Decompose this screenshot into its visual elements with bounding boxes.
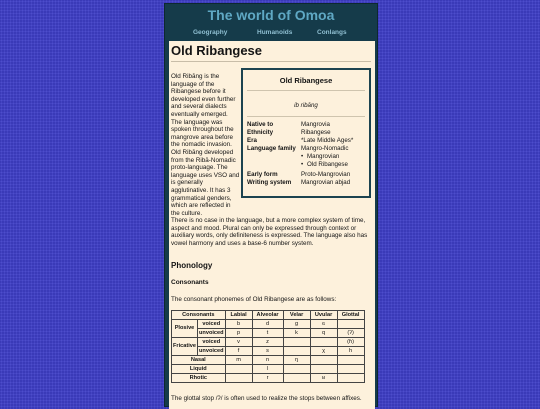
site-title[interactable]: The world of Omoa — [207, 7, 335, 23]
table-cell: l — [252, 365, 283, 374]
table-header: Velar — [283, 311, 310, 320]
table-row — [172, 374, 365, 383]
infobox-key: Early form — [247, 171, 278, 178]
table-cell — [283, 347, 310, 356]
row-label: voiced — [198, 320, 226, 329]
table-cell — [225, 365, 252, 374]
table-cell: (ɦ) — [337, 338, 364, 347]
infobox-value: *Late Middle Ages* — [301, 137, 354, 144]
table-header: Alveolar — [252, 311, 283, 320]
table-row — [172, 347, 365, 356]
table-cell — [337, 374, 364, 383]
table-cell: s — [252, 347, 283, 356]
row-label: Nasal — [172, 356, 226, 365]
table-cell: m — [225, 356, 252, 365]
language-infobox — [241, 68, 371, 198]
grammar-paragraph: There is no case in the language, but a more complex system of time, aspect and mood. Plural can only be expressed through context or auxiliary words, only definiteness is expressed. The language also has vowel harmony and uses a base-6 number system. — [171, 217, 368, 247]
row-label: unvoiced — [199, 329, 224, 336]
consonant-table — [171, 310, 365, 383]
table-cell: d — [252, 320, 283, 329]
phonology-heading: Phonology — [171, 261, 213, 270]
table-header: Consonants — [172, 311, 226, 320]
table-cell — [310, 356, 337, 365]
row-group-label: Fricative — [172, 338, 198, 356]
table-cell — [310, 338, 337, 347]
table-cell — [283, 338, 310, 347]
consonants-heading: Consonants — [171, 279, 209, 286]
table-cell: χ — [310, 347, 337, 356]
table-row — [172, 329, 365, 338]
infobox-title: Old Ribangese — [279, 76, 333, 85]
table-cell: h — [337, 347, 364, 356]
row-group-label: Plosive — [172, 320, 198, 338]
infobox-divider — [247, 116, 365, 117]
row-label: Rhotic — [172, 374, 226, 383]
table-cell: p — [225, 329, 252, 338]
table-row — [172, 320, 365, 329]
infobox-native-name: ib ribāng — [294, 102, 318, 109]
table-cell — [283, 374, 310, 383]
infobox-key: Writing system — [247, 179, 292, 186]
table-cell: t — [252, 329, 283, 338]
table-header: Glottal — [337, 311, 364, 320]
infobox-value[interactable]: Proto-Mangrovian — [301, 171, 351, 178]
infobox-key: Native to — [247, 121, 274, 128]
table-cell: v — [225, 338, 252, 347]
table-cell — [310, 365, 337, 374]
infobox-key: Language family — [247, 145, 296, 152]
table-cell: ŋ — [283, 356, 310, 365]
table-header-row — [172, 311, 365, 320]
table-cell: g — [283, 320, 310, 329]
infobox-key: Era — [247, 137, 257, 144]
table-cell: k — [283, 329, 310, 338]
consonants-intro: The consonant phonemes of Old Ribangese are as follows: — [171, 296, 337, 303]
table-header: Uvular — [310, 311, 337, 320]
main-nav — [165, 28, 377, 40]
table-cell: ʁ — [310, 374, 337, 383]
table-row — [172, 338, 365, 347]
article-content — [169, 41, 375, 409]
glottal-note: The glottal stop /ʔ/ is often used to realize the stops between affixes. — [171, 395, 362, 402]
table-cell — [283, 365, 310, 374]
row-label: Liquid — [172, 365, 226, 374]
row-label: voiced — [198, 338, 226, 347]
table-header: Labial — [225, 311, 252, 320]
infobox-value: Mangrovian abjad — [301, 179, 351, 186]
table-cell: ɢ — [310, 320, 337, 329]
page-container — [164, 3, 378, 407]
infobox-divider — [247, 90, 365, 91]
table-cell — [337, 320, 364, 329]
table-cell: (ʔ) — [337, 329, 364, 338]
table-cell: f — [225, 347, 252, 356]
table-row — [172, 365, 365, 374]
title-divider — [171, 61, 371, 62]
infobox-value: Mangrovia — [301, 121, 330, 128]
table-cell: r — [252, 374, 283, 383]
page-title: Old Ribangese — [171, 43, 263, 58]
infobox-family-item[interactable]: • Mangrovian — [307, 153, 339, 161]
nav-conlangs[interactable]: Conlangs — [317, 29, 347, 36]
intro-text: Old Ribāng is the language of the Ribangese before it developed even further and several dialects eventually emerged. The language was spoken throughout the mangrove area before the nomadic invasion. Old Ribāng developed from the Ribā-Nomadic proto-language. The language uses VSO and is generally agglutinative. It has 3 grammatical genders, which are reflected in the culture. — [171, 73, 240, 217]
table-cell: n — [252, 356, 283, 365]
table-cell: q — [310, 329, 337, 338]
table-cell — [225, 374, 252, 383]
infobox-value: Ribangese — [301, 129, 331, 136]
table-row — [172, 356, 365, 365]
infobox-value[interactable]: Mangro-Nomadic — [301, 145, 349, 152]
nav-geography[interactable]: Geography — [193, 29, 228, 36]
row-label: unvoiced — [199, 347, 224, 354]
infobox-key: Ethnicity — [247, 129, 274, 136]
table-cell: b — [225, 320, 252, 329]
table-cell — [337, 356, 364, 365]
infobox-family-item: • Old Ribangese — [307, 161, 348, 169]
table-cell: z — [252, 338, 283, 347]
nav-humanoids[interactable]: Humanoids — [257, 29, 293, 36]
table-cell — [337, 365, 364, 374]
